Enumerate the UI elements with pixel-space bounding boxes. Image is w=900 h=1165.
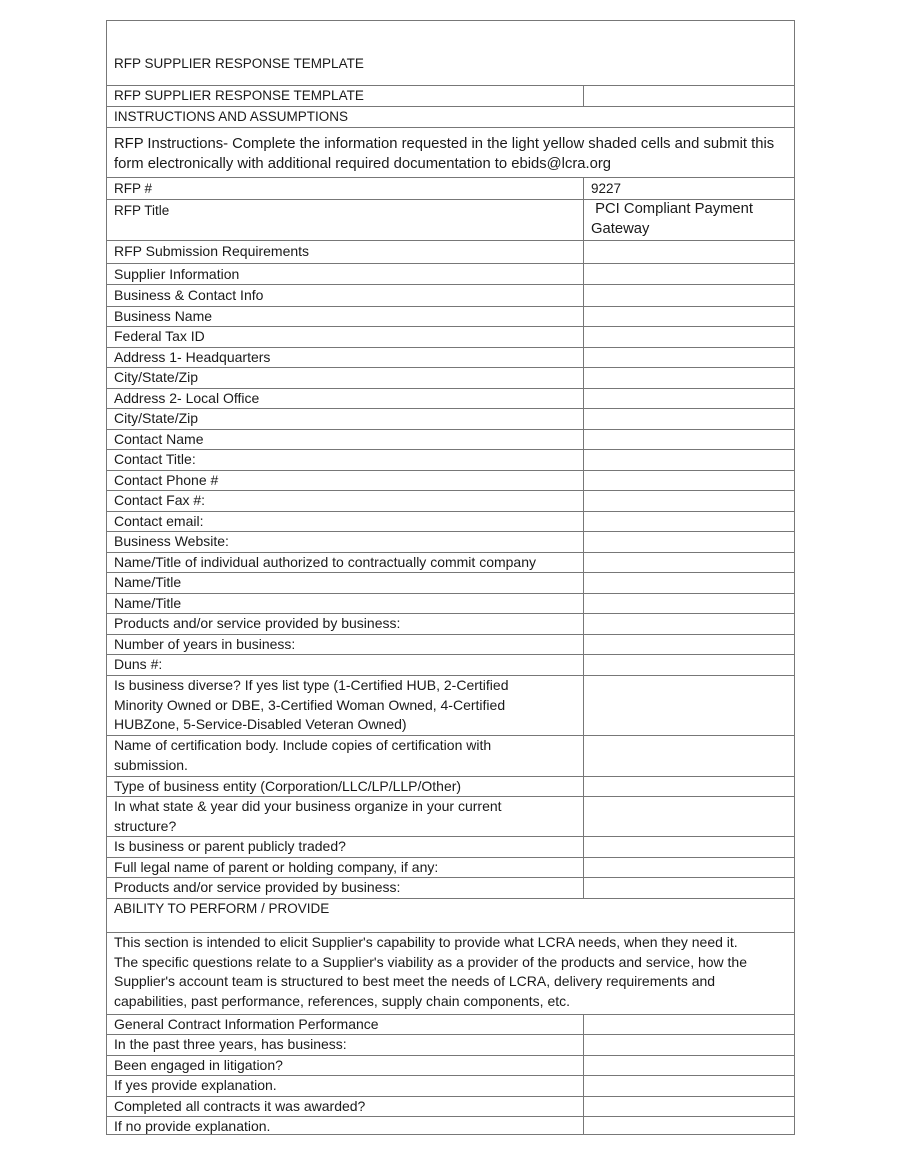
- field-label: Federal Tax ID: [114, 328, 205, 344]
- field-value-cell[interactable]: [583, 1097, 794, 1116]
- field-label: Contact Name: [114, 431, 204, 447]
- field-value-cell[interactable]: [583, 307, 794, 326]
- field-label: [107, 676, 582, 735]
- form-row: [107, 347, 794, 367]
- field-value-cell[interactable]: [583, 858, 794, 877]
- form-row: [107, 470, 794, 490]
- field-value-cell[interactable]: [583, 676, 794, 735]
- field-value-cell[interactable]: [583, 285, 794, 306]
- form-row: [107, 449, 794, 470]
- field-value-cell[interactable]: [583, 1056, 794, 1075]
- form-row: [107, 511, 794, 531]
- field-label: Number of years in business:: [114, 636, 296, 652]
- field-label-line: Minority Owned or DBE, 3-Certified Woman Owned, 4-Certified: [114, 696, 506, 713]
- field-value-cell[interactable]: [583, 878, 794, 898]
- field-label: Contact Fax #:: [114, 492, 206, 508]
- field-label: [107, 736, 582, 776]
- field-value-cell[interactable]: [583, 327, 794, 347]
- field-label: Type of business entity (Corporation/LLC/LP/LLP/Other): [114, 778, 462, 794]
- title-row: [107, 21, 794, 85]
- header-row: [107, 85, 794, 106]
- rfp-number-value[interactable]: 9227: [583, 178, 794, 199]
- field-label: Contact email:: [114, 513, 204, 529]
- field-value-cell[interactable]: [583, 348, 794, 367]
- field-label: Address 1- Headquarters: [114, 349, 271, 365]
- field-label: Business Name: [114, 308, 213, 324]
- field-value-cell[interactable]: [583, 1015, 794, 1034]
- field-label: Products and/or service provided by business:: [114, 879, 401, 895]
- field-label: General Contract Information Performance: [114, 1016, 379, 1032]
- field-label: Contact Title:: [114, 451, 196, 467]
- form-row: [107, 877, 794, 898]
- section-header-instructions: [107, 106, 794, 127]
- description-line: This section is intended to elicit Supplier's capability to provide what LCRA needs, when they need it.: [114, 934, 738, 950]
- form-row: [107, 572, 794, 593]
- field-value-cell[interactable]: [583, 471, 794, 490]
- field-label: Contact Phone #: [114, 472, 219, 488]
- field-label-line: Is business diverse? If yes list type (1-Certified HUB, 2-Certified: [114, 677, 509, 693]
- form-row: [107, 1034, 794, 1055]
- field-label-line: Name of certification body. Include copies of certification with: [114, 737, 492, 753]
- section-title: ABILITY TO PERFORM / PROVIDE: [114, 901, 330, 916]
- section-header-ability: [107, 898, 794, 932]
- doc-title: RFP SUPPLIER RESPONSE TEMPLATE: [114, 56, 364, 71]
- field-value-cell[interactable]: [583, 264, 794, 284]
- form-row-certification: [107, 735, 794, 776]
- field-label-line: structure?: [114, 817, 177, 834]
- form-row: [107, 1075, 794, 1096]
- rfp-title-line-1: PCI Compliant Payment: [591, 201, 754, 217]
- form-row: [107, 240, 794, 263]
- field-label: Completed all contracts it was awarded?: [114, 1098, 366, 1114]
- section-title: INSTRUCTIONS AND ASSUMPTIONS: [114, 109, 349, 124]
- field-value-cell[interactable]: [583, 1076, 794, 1096]
- form-row: [107, 326, 794, 347]
- form-row-rfp-number: [107, 177, 794, 199]
- field-value-cell[interactable]: [583, 389, 794, 408]
- field-value-cell[interactable]: [583, 594, 794, 613]
- field-label: Address 2- Local Office: [114, 390, 260, 406]
- field-label: Products and/or service provided by business:: [114, 615, 401, 631]
- form-row: [107, 429, 794, 449]
- description-line: Supplier's account team is structured to best meet the needs of LCRA, delivery requirements and: [114, 973, 716, 989]
- field-label-line: submission.: [114, 756, 188, 773]
- field-value-cell[interactable]: [583, 450, 794, 470]
- instructions-text: [107, 128, 794, 177]
- field-label: Name/Title of individual authorized to contractually commit company: [114, 554, 537, 570]
- form-row: [107, 1055, 794, 1075]
- field-value-cell[interactable]: [583, 655, 794, 675]
- form-row: [107, 1014, 794, 1034]
- field-label: If no provide explanation.: [114, 1118, 271, 1134]
- field-label: Business Website:: [114, 533, 229, 549]
- form-row: [107, 593, 794, 613]
- field-value-cell[interactable]: [583, 797, 794, 836]
- form-row: [107, 306, 794, 326]
- field-label: Duns #:: [114, 656, 163, 672]
- field-label: Name/Title: [114, 595, 182, 611]
- field-label: City/State/Zip: [114, 369, 199, 385]
- field-label: Business & Contact Info: [114, 287, 264, 303]
- field-value-cell[interactable]: [583, 837, 794, 857]
- form-row: [107, 634, 794, 654]
- ability-description-row: [107, 932, 794, 1014]
- form-row: [107, 552, 794, 572]
- field-value-cell[interactable]: [583, 491, 794, 511]
- field-value-cell[interactable]: [583, 409, 794, 429]
- form-row-business-diverse: [107, 675, 794, 735]
- form-row: [107, 1116, 794, 1134]
- field-label-line: HUBZone, 5-Service-Disabled Veteran Owned): [114, 716, 407, 732]
- ability-description: [107, 933, 794, 1014]
- field-value-cell[interactable]: [583, 614, 794, 634]
- rfp-title-label: RFP Title: [114, 203, 170, 218]
- form-row: [107, 836, 794, 857]
- form-row: [107, 654, 794, 675]
- field-label: [107, 797, 582, 836]
- field-label: If yes provide explanation.: [114, 1077, 277, 1093]
- form-row: [107, 388, 794, 408]
- field-label: In the past three years, has business:: [114, 1036, 347, 1052]
- form-row: [107, 531, 794, 552]
- field-value-cell[interactable]: [583, 430, 794, 449]
- field-label: Full legal name of parent or holding company, if any:: [114, 859, 439, 875]
- field-value-cell[interactable]: [583, 736, 794, 776]
- rfp-title-line-2: Gateway: [591, 220, 650, 237]
- form-row: [107, 284, 794, 306]
- form-row: [107, 857, 794, 877]
- description-line: capabilities, past performance, references, supply chain components, etc.: [114, 992, 571, 1009]
- header-label: RFP SUPPLIER RESPONSE TEMPLATE: [114, 88, 364, 103]
- header-value-cell[interactable]: [583, 86, 794, 106]
- field-value-cell[interactable]: [583, 512, 794, 531]
- form-row: [107, 613, 794, 634]
- field-value-cell[interactable]: [583, 241, 794, 263]
- field-value-cell[interactable]: [583, 1035, 794, 1055]
- rfp-title-value[interactable]: [583, 200, 794, 240]
- field-value-cell[interactable]: [583, 635, 794, 654]
- field-label: City/State/Zip: [114, 410, 199, 426]
- field-label: Is business or parent publicly traded?: [114, 838, 346, 854]
- field-value-cell[interactable]: [583, 1117, 794, 1134]
- rfp-number-label: RFP #: [114, 181, 153, 196]
- field-label: Been engaged in litigation?: [114, 1057, 283, 1073]
- rfp-response-form: [106, 20, 795, 1135]
- description-line: The specific questions relate to a Supplier's viability as a provider of the products and service, how the: [114, 953, 748, 970]
- form-row: [107, 1096, 794, 1116]
- form-row: [107, 408, 794, 429]
- field-label: Supplier Information: [114, 266, 240, 282]
- field-label: RFP Submission Requirements: [114, 243, 310, 259]
- form-row-entity-type: [107, 776, 794, 796]
- form-row-rfp-title: [107, 199, 794, 240]
- instructions-row: [107, 127, 794, 177]
- field-value-cell[interactable]: [583, 368, 794, 388]
- field-value-cell[interactable]: [583, 777, 794, 796]
- form-row-state-year: [107, 796, 794, 836]
- field-label: Name/Title: [114, 574, 182, 590]
- form-row: [107, 263, 794, 284]
- field-value-cell[interactable]: [583, 532, 794, 552]
- form-row: [107, 367, 794, 388]
- field-value-cell[interactable]: [583, 553, 794, 572]
- instructions-line-2: form electronically with additional required documentation to ebids@lcra.org: [114, 156, 611, 172]
- field-label-line: In what state & year did your business organize in your current: [114, 798, 502, 814]
- field-value-cell[interactable]: [583, 573, 794, 593]
- form-row: [107, 490, 794, 511]
- instructions-line-1: RFP Instructions- Complete the information requested in the light yellow shaded cells and submit this: [114, 136, 775, 152]
